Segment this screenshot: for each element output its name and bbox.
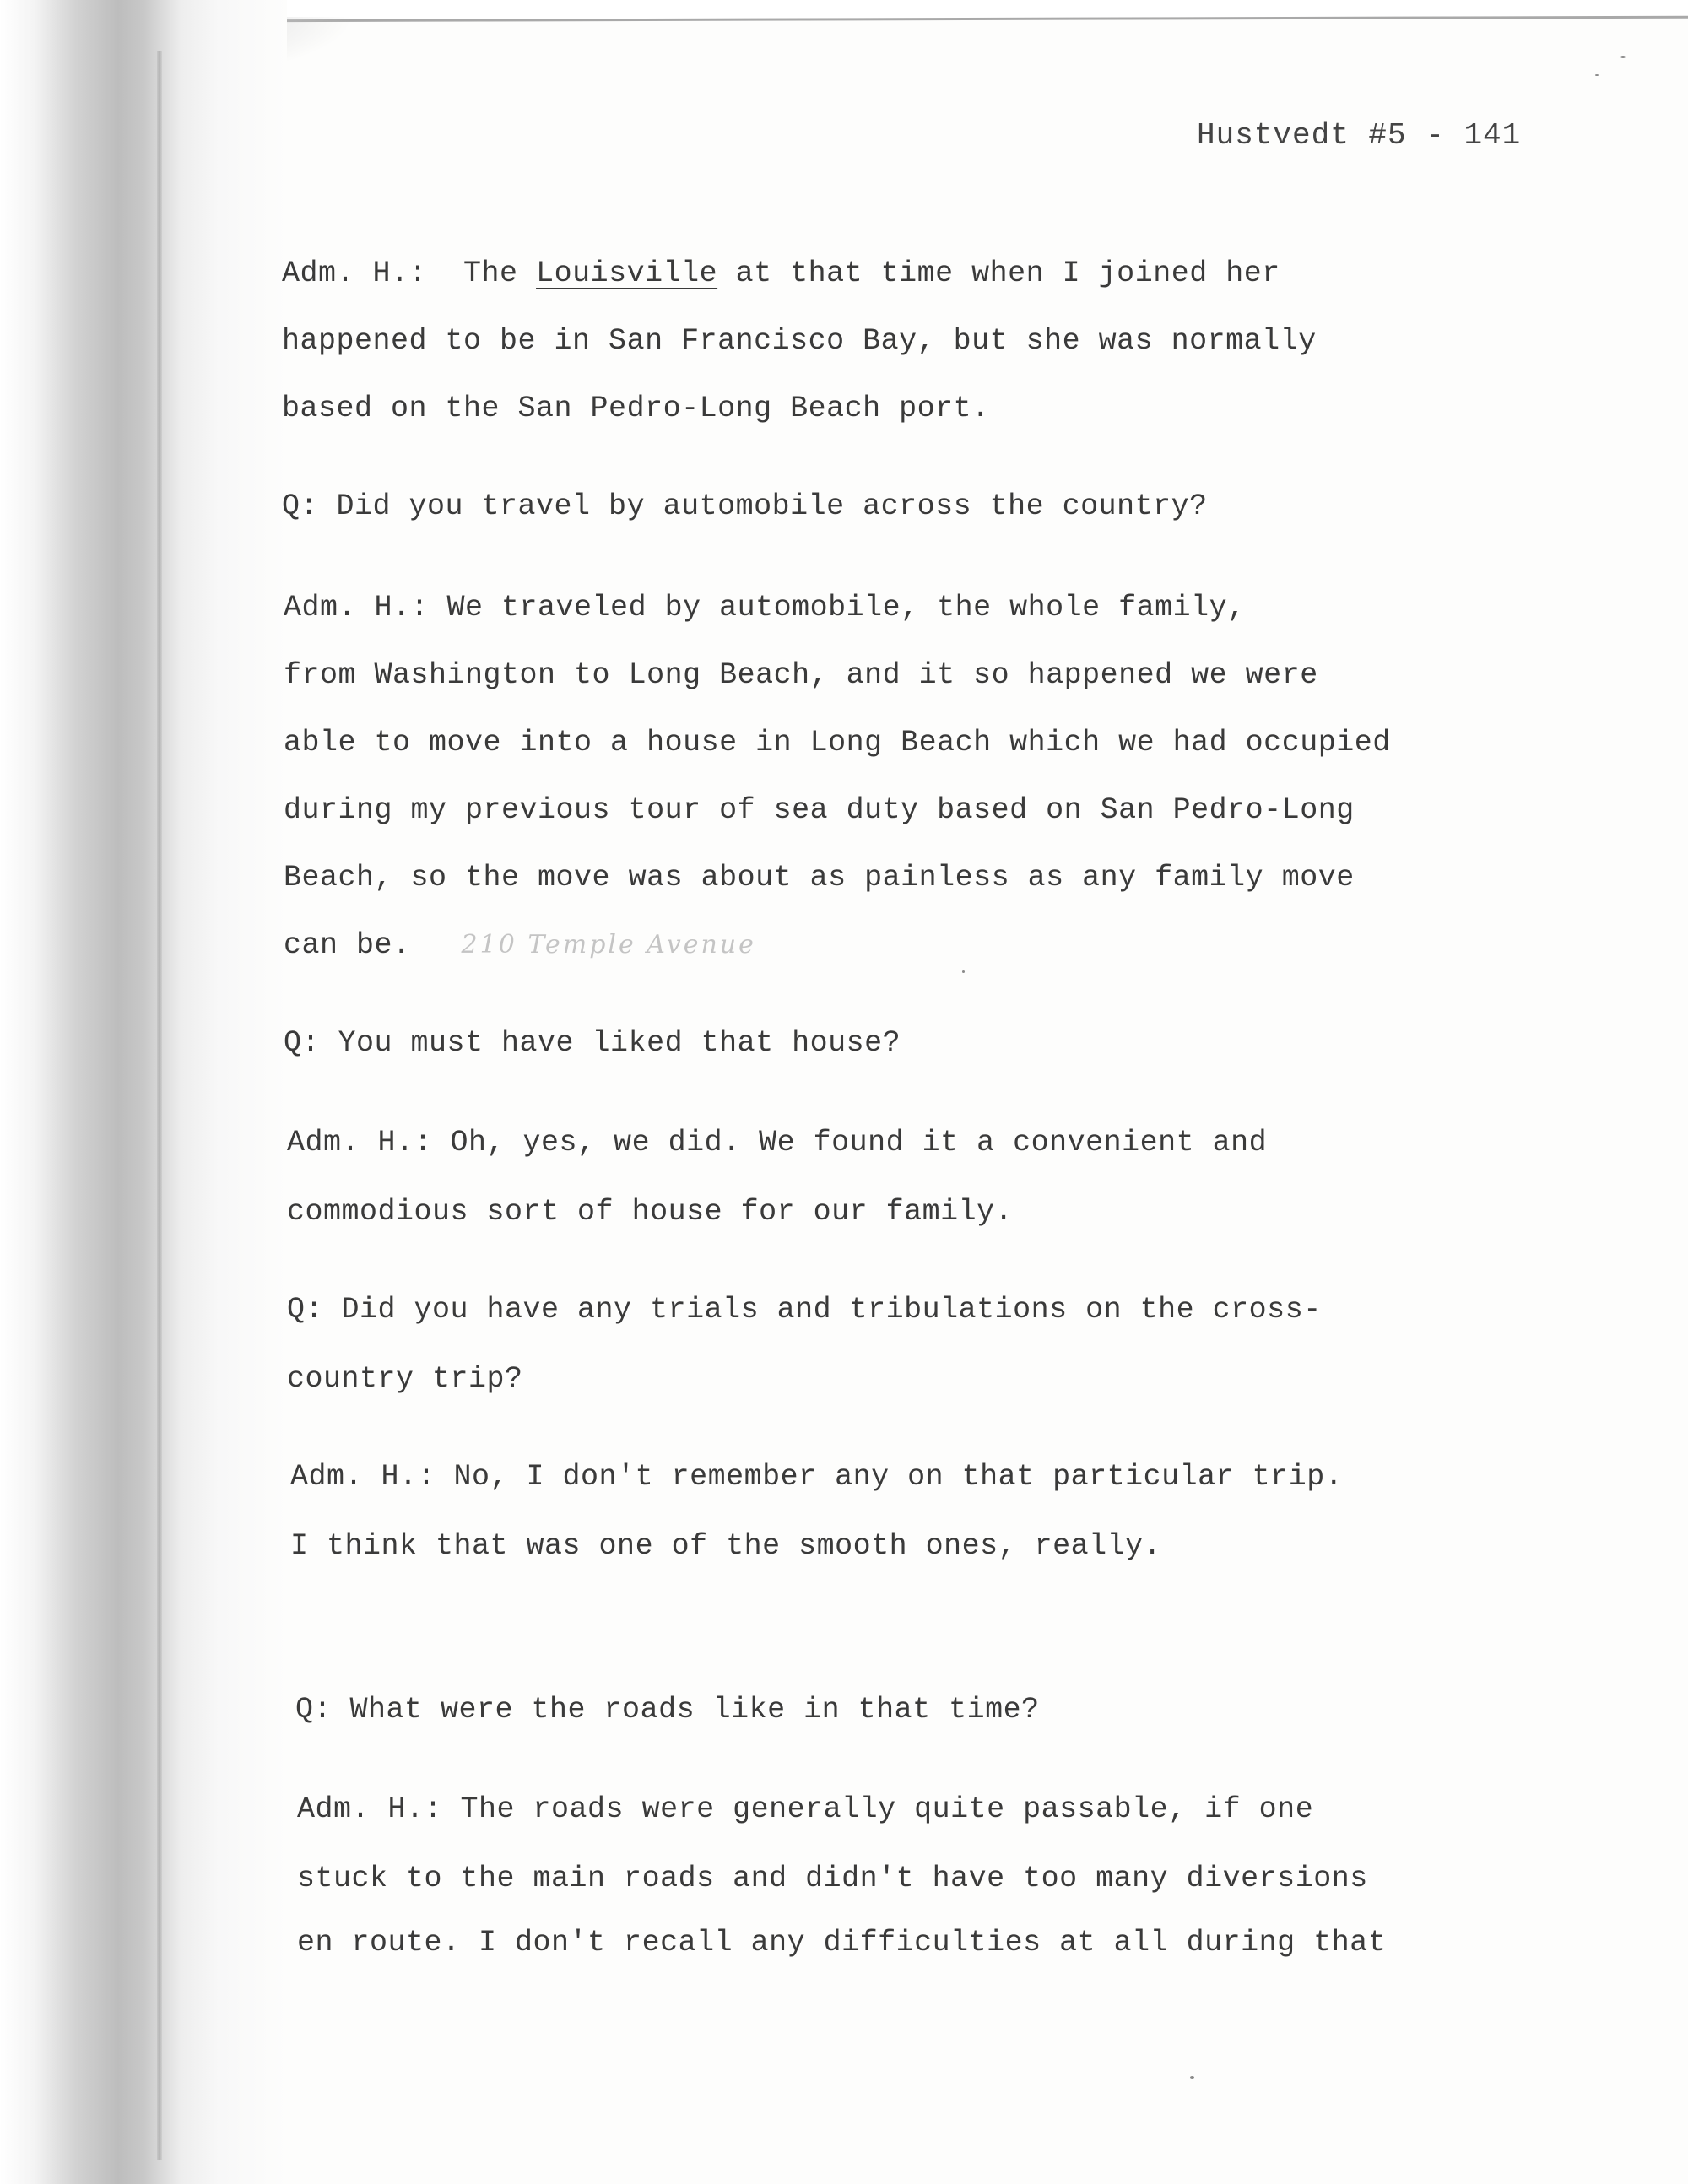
transcript-line: during my previous tour of sea duty based on San Pedro-Long xyxy=(284,793,1355,827)
transcript-line: Q: Did you have any trials and tribulations on the cross- xyxy=(287,1293,1322,1327)
page-header: Hustvedt #5 - 141 xyxy=(1197,118,1522,153)
transcript-line: Adm. H.: The roads were generally quite passable, if one xyxy=(297,1792,1314,1826)
transcript-line: Adm. H.: We traveled by automobile, the whole family, xyxy=(284,591,1246,624)
transcript-line: stuck to the main roads and didn't have too many diversions xyxy=(297,1862,1368,1895)
ship-name: Louisville xyxy=(536,257,718,290)
handwritten-note: 210 Temple Avenue xyxy=(461,930,756,960)
transcript-line: I think that was one of the smooth ones, really. xyxy=(290,1529,1162,1563)
binding-crease xyxy=(157,51,162,2160)
transcript-line: can be. 210 Temple Avenue xyxy=(284,928,756,962)
transcript-line: happened to be in San Francisco Bay, but she was normally xyxy=(282,324,1317,358)
transcript-line: Adm. H.: The Louisville at that time when I joined her xyxy=(282,257,1280,290)
scan-speck xyxy=(1595,74,1599,76)
transcript-line: Q: Did you travel by automobile across the country? xyxy=(282,489,1208,523)
transcript-line: commodious sort of house for our family. xyxy=(287,1195,1014,1229)
transcript-line: Adm. H.: Oh, yes, we did. We found it a convenient and xyxy=(287,1126,1268,1160)
transcript-line: from Washington to Long Beach, and it so happened we were xyxy=(284,658,1318,692)
scan-speck xyxy=(962,970,965,973)
transcript-line: Q: You must have liked that house? xyxy=(284,1026,901,1060)
transcript-line: based on the San Pedro-Long Beach port. xyxy=(282,392,990,425)
transcript-line: Q: What were the roads like in that time? xyxy=(295,1693,1040,1727)
binding-shadow xyxy=(0,0,287,2184)
scan-speck xyxy=(1620,56,1626,58)
transcript-line: Adm. H.: No, I don't remember any on that particular trip. xyxy=(290,1460,1344,1494)
transcript-line: able to move into a house in Long Beach which we had occupied xyxy=(284,726,1391,760)
transcript-line: Beach, so the move was about as painless as any family move xyxy=(284,861,1355,895)
transcript-line: country trip? xyxy=(287,1362,523,1396)
scan-speck xyxy=(1190,2076,1194,2079)
transcript-line: en route. I don't recall any difficulties at all during that xyxy=(297,1926,1387,1960)
